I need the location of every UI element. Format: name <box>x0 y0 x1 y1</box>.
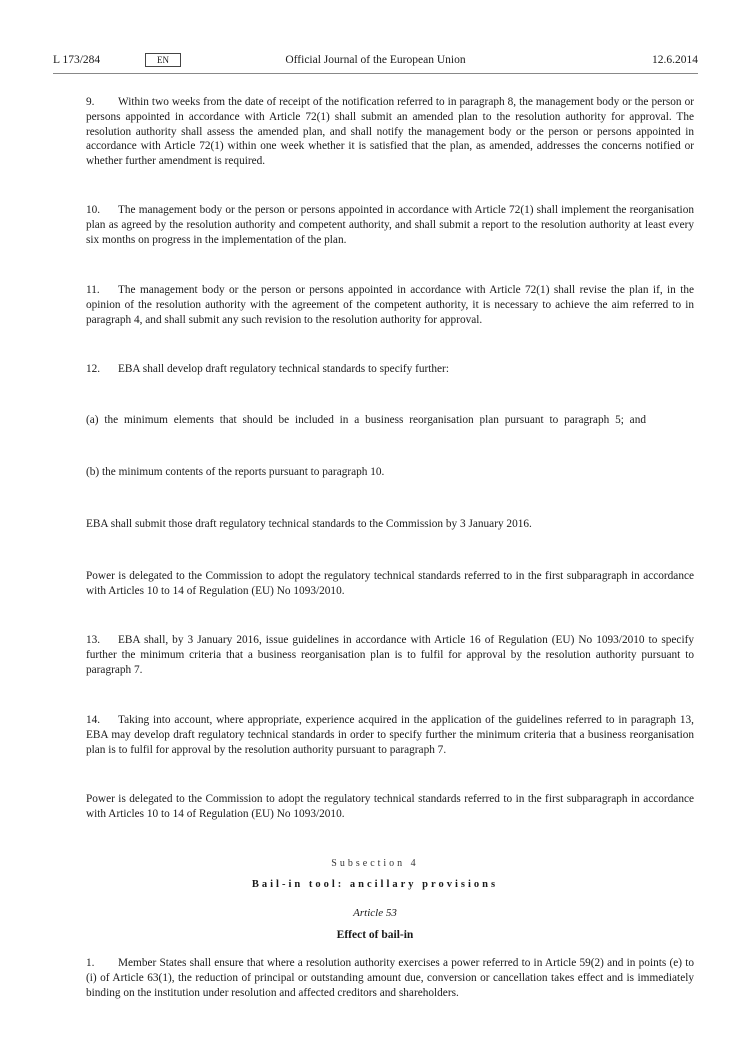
paragraph-number: 14. <box>86 714 101 726</box>
submission-deadline <box>86 517 694 532</box>
point-label: (b) <box>86 466 100 478</box>
paragraph-number: 13. <box>86 634 101 646</box>
article-53-paragraph-1 <box>86 956 694 1000</box>
point-text: the minimum elements that should be included in a business reorganisation plan pursuant to paragraph 5; and <box>104 414 646 426</box>
subsection-title: Bail-in tool: ancillary provisions <box>251 879 499 890</box>
paragraph-number: 12. <box>86 363 101 375</box>
paragraph-text: Taking into account, where appropriate, experience acquired in the application of the guidelines referred to in paragraph 13, EBA may develop draft regulatory technical standards in order to specify further the minimum criteria that a business reorganisation plan is to fulfil for approval by the resolution authority pursuant to paragraph 7. <box>86 714 694 756</box>
journal-reference: L 173/284 <box>53 54 101 66</box>
article-number: Article 53 <box>353 907 397 919</box>
paragraph-text: Member States shall ensure that where a resolution authority exercises a power referred to in Article 59(2) and in points (e) to (i) of Article 63(1), the reduction of principal or outstanding amount due, conversion or cancellation takes effect and is immediately binding on the institution under resolution and affected creditors and shareholders. <box>86 957 694 999</box>
paragraph-11 <box>86 283 694 327</box>
subsection-label: Subsection 4 <box>331 858 419 869</box>
paragraph-9 <box>86 95 694 169</box>
paragraph-number: 9. <box>86 96 95 108</box>
paragraph-text: Power is delegated to the Commission to adopt the regulatory technical standards referred to in the first subparagraph in accordance with Articles 10 to 14 of Regulation (EU) No 1093/2010. <box>86 793 694 820</box>
paragraph-number: 1. <box>86 957 95 969</box>
paragraph-text: Within two weeks from the date of receipt of the notification referred to in paragraph 8, the management body or the person or persons appointed in accordance with Article 72(1) shall submit an amended plan to the resolution authority for approval. The resolution authority shall assess the amended plan, and shall notify the management body or the person or persons appointed in accordance with Article 72(1) within one week whether it is satisfied that the plan, as amended, addresses the concerns notified or whether further amendment is required. <box>86 96 694 168</box>
paragraph-13 <box>86 633 694 677</box>
point-b <box>86 465 694 480</box>
delegation-1 <box>86 569 694 599</box>
paragraph-text: EBA shall develop draft regulatory technical standards to specify further: <box>118 363 449 375</box>
point-label: (a) <box>86 414 99 426</box>
publication-date: 12.6.2014 <box>652 54 698 66</box>
point-a <box>86 413 694 428</box>
point-text: the minimum contents of the reports pursuant to paragraph 10. <box>102 466 385 478</box>
paragraph-10 <box>86 203 694 247</box>
header-rule <box>53 73 698 74</box>
paragraph-number: 11. <box>86 284 100 296</box>
paragraph-12 <box>86 362 694 377</box>
paragraph-text: Power is delegated to the Commission to adopt the regulatory technical standards referred to in the first subparagraph in accordance with Articles 10 to 14 of Regulation (EU) No 1093/2010. <box>86 570 694 597</box>
paragraph-text: The management body or the person or persons appointed in accordance with Article 72(1) shall implement the reorganisation plan as agreed by the resolution authority and competent authority, and shall submit a report to the resolution authority at least every six months on progress in the implementation of the plan. <box>86 204 694 246</box>
delegation-2 <box>86 792 694 822</box>
paragraph-text: The management body or the person or persons appointed in accordance with Article 72(1) shall revise the plan if, in the opinion of the resolution authority with the agreement of the competent authority, it is necessary to achieve the aim referred to in paragraph 4, and shall submit any such revision to the resolution authority for approval. <box>86 284 694 326</box>
paragraph-14 <box>86 713 694 757</box>
paragraph-text: EBA shall, by 3 January 2016, issue guidelines in accordance with Article 16 of Regulation (EU) No 1093/2010 to specify further the minimum criteria that a business reorganisation plan is to fulfil for approval by the resolution authority pursuant to paragraph 7. <box>86 634 694 676</box>
journal-title: Official Journal of the European Union <box>285 54 466 66</box>
article-title: Effect of bail-in <box>336 929 414 941</box>
page-header <box>53 52 698 72</box>
language-badge: EN <box>145 53 181 67</box>
paragraph-text: EBA shall submit those draft regulatory technical standards to the Commission by 3 January 2016. <box>86 518 532 530</box>
paragraph-number: 10. <box>86 204 101 216</box>
